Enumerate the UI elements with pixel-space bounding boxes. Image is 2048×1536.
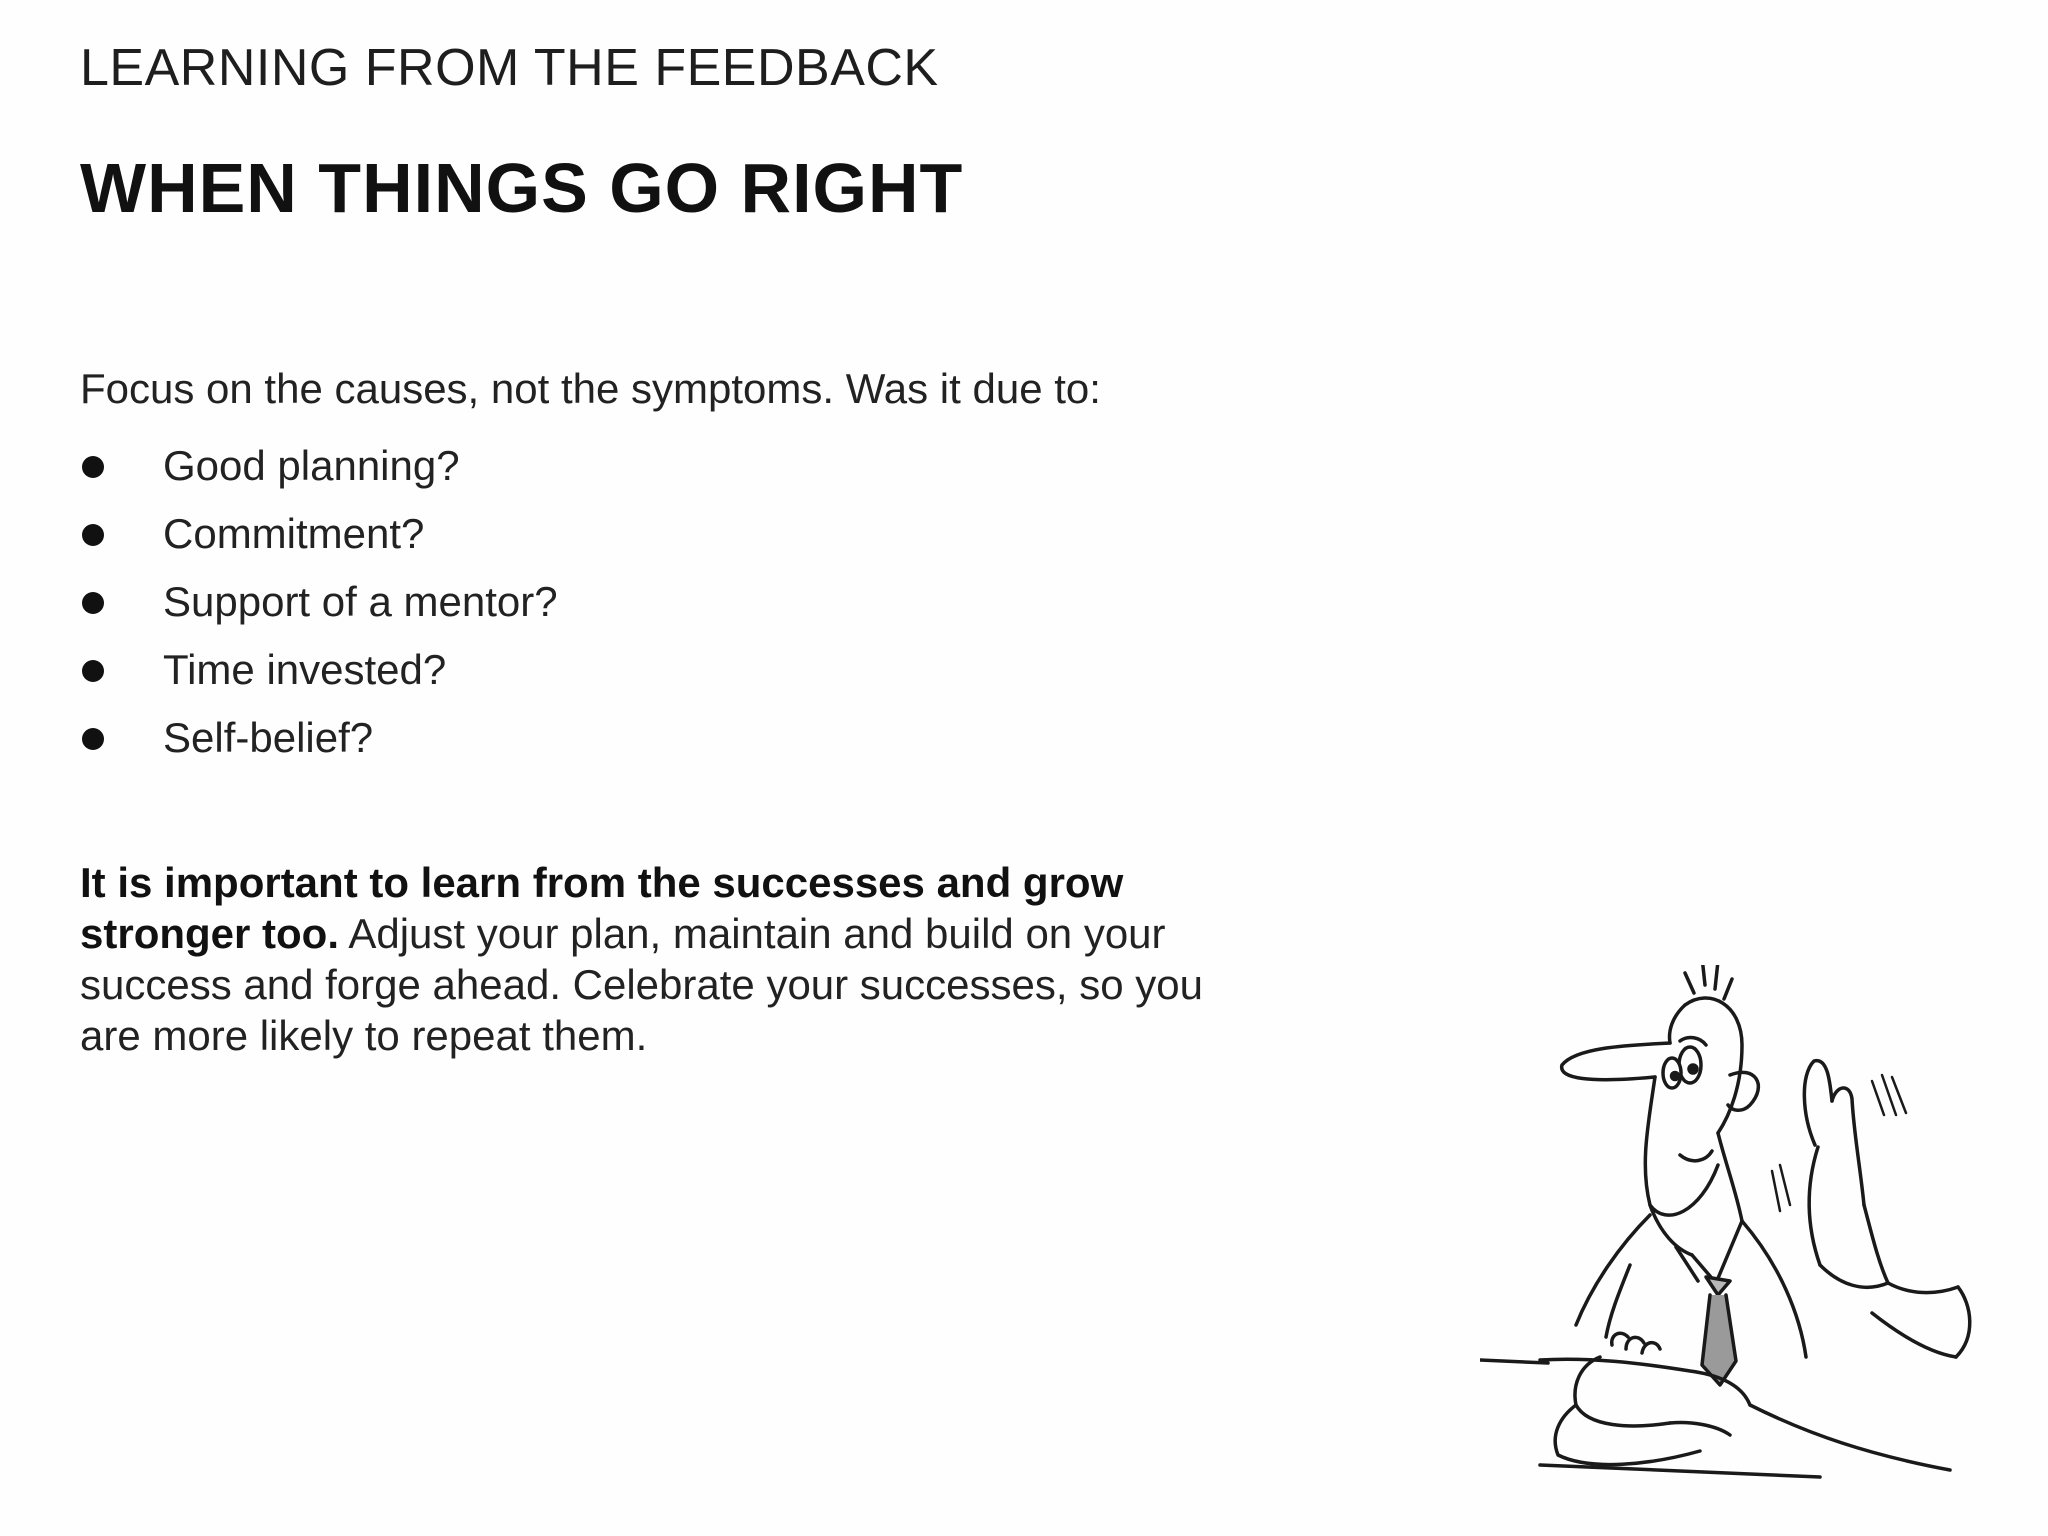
summary-rest: Adjust your plan, maintain and build on your success and forge ahead. Celebrate your successes, so you are more likely to repeat them. bbox=[80, 910, 1203, 1059]
bullet-icon bbox=[82, 728, 104, 750]
bullet-icon bbox=[82, 592, 104, 614]
list-item-label: Time invested? bbox=[163, 646, 447, 693]
bullet-icon bbox=[82, 456, 104, 478]
list-item-label: Good planning? bbox=[163, 442, 460, 489]
cartoon-man-high-five-icon bbox=[1480, 965, 1980, 1505]
list-item-label: Support of a mentor? bbox=[163, 578, 558, 625]
summary-paragraph bbox=[80, 857, 1220, 1061]
intro-text: Focus on the causes, not the symptoms. Was it due to: bbox=[80, 365, 1101, 412]
section-kicker: LEARNING FROM THE FEEDBACK bbox=[80, 39, 939, 97]
list-item-label: Self-belief? bbox=[163, 714, 374, 761]
list-item-label: Commitment? bbox=[163, 510, 425, 557]
summary-bold-lead: It is important to learn from the successes and grow stronger too. bbox=[80, 859, 1124, 957]
page-title: WHEN THINGS GO RIGHT bbox=[80, 149, 964, 227]
bullet-icon bbox=[82, 524, 104, 546]
bullet-icon bbox=[82, 660, 104, 682]
